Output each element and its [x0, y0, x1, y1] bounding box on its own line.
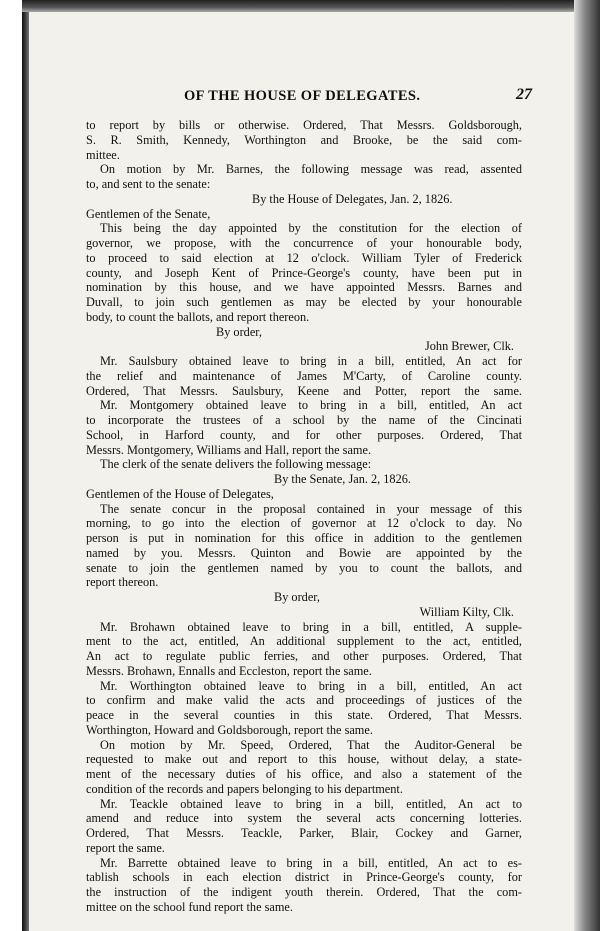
text-line: to report by bills or otherwise. Ordered, That Messrs. Goldsborough, [86, 118, 522, 132]
text-line: School, in Harford county, and for other purposes. Ordered, That [86, 427, 522, 442]
text-line: senate to join the gentlemen named by you to count the ballots, and [86, 560, 522, 575]
text-line: Messrs. Montgomery, Williams and Hall, report the same. [86, 442, 372, 457]
text-line: mittee on the school fund report the same. [86, 899, 293, 914]
text-line: The clerk of the senate delivers the following message: [100, 457, 372, 472]
text-line: Messrs. Brohawn, Ennalls and Eccleston, report the same. [86, 663, 372, 678]
salutation: Gentlemen of the Senate, [86, 206, 211, 221]
text-line: county, and Joseph Kent of Prince-George's county, have been put in [86, 265, 522, 280]
text-line: Mr. Montgomery obtained leave to bring in a bill, entitled, An act [100, 398, 522, 413]
text-line: body, to count the ballots, and report thereon. [86, 309, 310, 324]
binding-shadow-left [22, 0, 29, 931]
clerk-signature: John Brewer, Clk. [425, 339, 514, 354]
scan-shadow-right [574, 0, 600, 931]
text-line: the relief and maintenance of James M'Carty, of Caroline county. [86, 368, 522, 383]
text-line: report the same. [86, 840, 165, 855]
text-line: morning, to go into the election of governor at 12 o'clock to day. No [86, 516, 522, 531]
text-line: On motion by Mr. Speed, Ordered, That the Auditor-General be [100, 737, 522, 752]
text-line: person is put in nomination for this office in addition to the gentlemen [86, 531, 522, 545]
message-dateline: By the Senate, Jan. 2, 1826. [274, 472, 411, 486]
text-line: condition of the records and papers belonging to his department. [86, 781, 403, 796]
text-line: Mr. Teackle obtained leave to bring in a bill, entitled, An act to [100, 796, 522, 811]
text-line: Ordered, That Messrs. Teackle, Parker, Blair, Cockey and Garner, [86, 826, 522, 840]
text-line: Mr. Barrette obtained leave to bring in a bill, entitled, An act to es- [100, 855, 522, 870]
running-title: OF THE HOUSE OF DELEGATES. [184, 88, 421, 104]
text-line: Ordered, That Messrs. Saulsbury, Keene and Potter, report the same. [86, 383, 522, 398]
text-line: This being the day appointed by the constitution for the election of [100, 221, 522, 236]
text-line: named by you. Messrs. Quinton and Bowie are appointed by the [86, 545, 522, 560]
text-line: requested to make out and report to this house, without delay, a state- [86, 752, 522, 767]
text-line: Duvall, to join such gentlemen as may be elected by your honourable [86, 295, 522, 309]
text-line: mittee. [86, 147, 120, 162]
text-line: tablish schools in each election district in Prince-George's county, for [86, 870, 522, 885]
text-line: nomination by this house, and we have appointed Messrs. Barnes and [86, 280, 522, 295]
text-line: to incorporate the trustees of a school by the name of the Cincinati [86, 413, 522, 427]
clerk-signature: William Kilty, Clk. [419, 604, 514, 619]
text-line: to proceed to said election at 12 o'clock. William Tyler of Frederick [86, 250, 522, 265]
text-line: amend and reduce into system the several acts concerning lotteries. [86, 811, 522, 826]
text-line: S. R. Smith, Kennedy, Worthington and Brooke, be the said com- [86, 132, 522, 147]
text-line: Worthington, Howard and Goldsborough, report the same. [86, 722, 373, 737]
message-dateline: By the House of Delegates, Jan. 2, 1826. [252, 191, 453, 206]
text-line: The senate concur in the proposal contained in your message of this [100, 501, 522, 516]
text-line: Mr. Brohawn obtained leave to bring in a bill, entitled, A supple- [100, 619, 522, 634]
text-line: Mr. Saulsbury obtained leave to bring in a bill, entitled, An act for [100, 354, 522, 368]
by-order: By order, [274, 590, 320, 604]
by-order: By order, [216, 324, 262, 339]
scan-shadow-top [22, 0, 600, 12]
text-line: report thereon. [86, 575, 159, 590]
text-line: Mr. Worthington obtained leave to bring in a bill, entitled, An act [100, 678, 522, 693]
text-line: ment to the act, entitled, An additional supplement to the act, entitled, [86, 634, 522, 649]
text-line: to confirm and make valid the acts and proceedings of justices of the [86, 693, 522, 708]
text-line: to, and sent to the senate: [86, 177, 211, 191]
journal-text-body [86, 118, 522, 915]
page-number: 27 [516, 86, 532, 103]
text-line: ment of the necessary duties of his office, and also a statement of the [86, 767, 522, 781]
text-line: An act to regulate public ferries, and other purposes. Ordered, That [86, 649, 522, 663]
text-line: On motion by Mr. Barnes, the following message was read, assented [100, 162, 522, 177]
text-line: peace in the several counties in this state. Ordered, That Messrs. [86, 708, 522, 722]
page-header [92, 88, 532, 110]
text-line: the instruction of the indigent youth therein. Ordered, That the com- [86, 885, 522, 899]
text-line: governor, we propose, with the concurrence of your honourable body, [86, 236, 522, 250]
salutation: Gentlemen of the House of Delegates, [86, 486, 274, 501]
